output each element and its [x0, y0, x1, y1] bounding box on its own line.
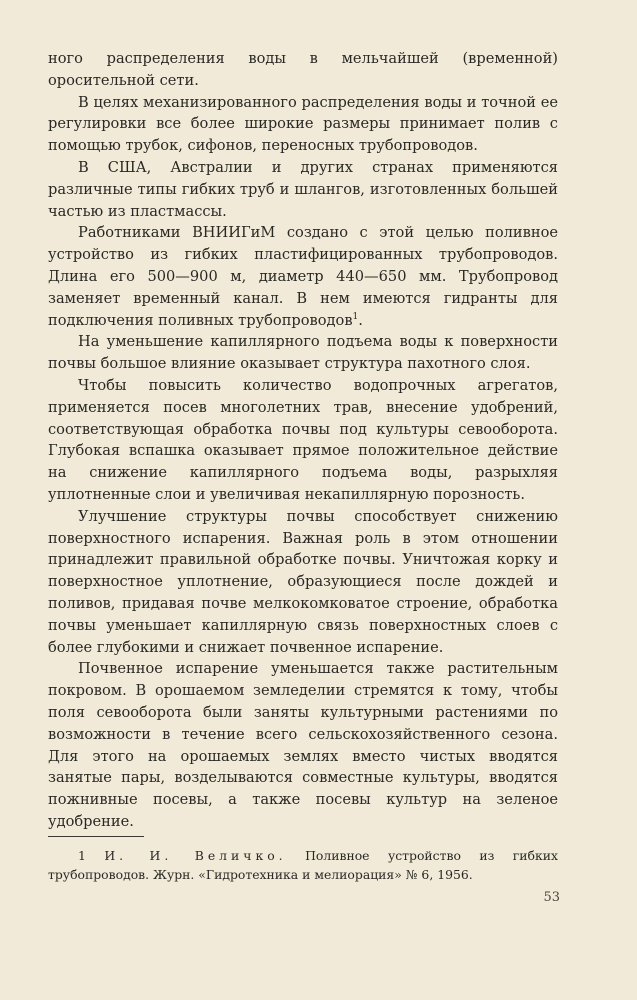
footnote-reference: 1 [352, 311, 359, 322]
paragraph-6: Чтобы повысить количество водопрочных агрегатов, применяется посев многолетних трав, внесение удобрений, соответствующая обработка почвы под культуры севооборота. Глубокая вспашка оказывает прямое положительное действие на снижение капиллярного подъема воды, разрыхляя уплотненные слои и увеличивая некапиллярную порозность. [48, 376, 558, 503]
paragraph-7: Улучшение структуры почвы способствует снижению поверхностного испарения. Важная роль в этом отношении принадлежит правильной обработке почвы. Уничтожая корку и поверхностное уплотнение, образующиеся после дождей и поливов, придавая почве мелкокомковатое строение, обработка почвы уменьшает капиллярную связь поверхностных слоев с более глубокими и снижает почвенное испарение. [48, 507, 558, 656]
paragraph-8: Почвенное испарение уменьшается также растительным покровом. В орошаемом земледелии стремятся к тому, чтобы поля севооборота были заняты культурными растениями по возможности в течение всего сельскохозяйственного сезона. Для этого на орошаемых землях вместо чистых вводятся занятые пары, возделываются совместные культуры, вводятся пожнивные посевы, а также посевы культур на зеленое удобрение. [48, 660, 558, 830]
paragraph-5: На уменьшение капиллярного подъема воды к поверхности почвы большое влияние оказывает структура пахотного слоя. [48, 333, 558, 373]
footnote [48, 846, 558, 884]
page-number: 53 [543, 890, 560, 905]
footnote-author: И. И. Величко. [104, 848, 287, 863]
paragraph-4 [48, 222, 558, 331]
footnote-text: Поливное устройство из гибких трубопроводов. Журн. «Гидротехника и мелиорация» № 6, 1956. [48, 848, 558, 882]
footnote-divider [48, 836, 144, 837]
paragraph-4-end: . [358, 311, 363, 329]
paragraph-2: В целях механизированного распределения воды и точной ее регулировки все более широкие размеры принимает полив с помощью трубок, сифонов, переносных трубопроводов. [48, 93, 558, 155]
paragraph-4-text: Работниками ВНИИГиМ создано с этой целью поливное устройство из гибких пластифицированных трубопроводов. Длина его 500—900 м, диаметр 440—650 мм. Трубопровод заменяет временный канал. В нем имеются гидранты для подключения поливных трубопроводов [48, 224, 558, 329]
main-text [48, 48, 558, 833]
paragraph-1: ного распределения воды в мельчайшей (временной) оросительной сети. [48, 50, 558, 89]
footnote-number: 1 [78, 848, 86, 863]
paragraph-3: В США, Австралии и других странах применяются различные типы гибких труб и шлангов, изготовленных большей частью из пластмассы. [48, 158, 558, 220]
